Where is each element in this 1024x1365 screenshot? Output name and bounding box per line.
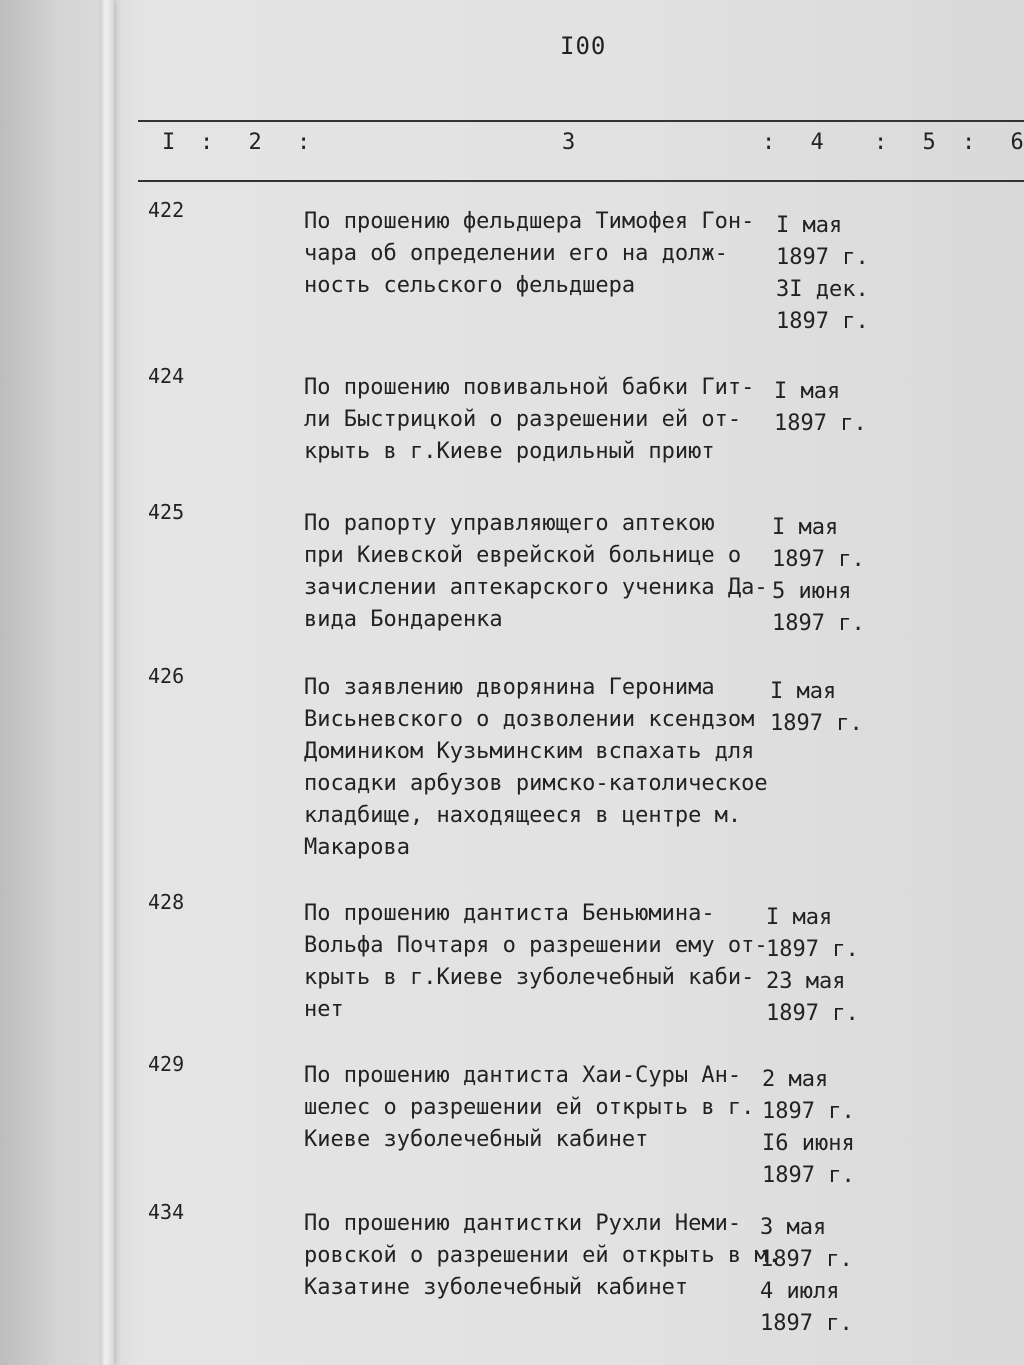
column-header-5: : 5 xyxy=(874,130,936,155)
entry-description: По прошению дантиста Хаи-Суры Ан- шелес о разрешении ей открыть в г. Киеве зуболечебный кабинет xyxy=(304,1063,755,1152)
entry-dates: I мая 1897 г. 5 июня 1897 г. xyxy=(772,515,865,636)
entry-description: По заявлению дворянина Геронима Висьневского о дозволении ксендзом Домиником Кузьминским вспахать для посадки арбузов римско-католическое кладбище, находящееся в центре м. Макарова xyxy=(304,675,768,860)
entry-number: 434 xyxy=(148,1200,185,1224)
header-rule-top xyxy=(138,120,1024,122)
entry-dates: I мая 1897 г. xyxy=(770,679,863,736)
column-header-6: : 6 xyxy=(962,130,1024,155)
entry-description: По прошению фельдшера Тимофея Гон- чара об определении его на долж- ность сельского фельдшера xyxy=(304,209,755,298)
entry-number: 428 xyxy=(148,890,185,914)
entry-dates: I мая 1897 г. 23 мая 1897 г. xyxy=(766,905,859,1026)
column-header-2: : 2 : xyxy=(200,130,311,155)
entry-description: По прошению дантистки Рухли Неми- ровской о разрешении ей открыть в м. Казатине зуболечебный кабинет xyxy=(304,1211,781,1300)
column-header-1: I xyxy=(162,130,176,155)
entry-number: 425 xyxy=(148,500,185,524)
entry-dates: 3 мая 1897 г. 4 июля 1897 г. xyxy=(760,1215,853,1336)
column-header-4: : 4 xyxy=(762,130,824,155)
entry-number: 426 xyxy=(148,664,185,688)
page-number: I00 xyxy=(560,32,607,60)
header-rule-bottom xyxy=(138,180,1024,182)
column-header-3: 3 xyxy=(562,130,576,155)
entry-dates: I мая 1897 г. 3I дек. 1897 г. xyxy=(776,213,869,334)
entry-description: По прошению дантиста Беньюмина- Вольфа Почтаря о разрешении ему от- крыть в г.Киеве зуболечебный каби- нет xyxy=(304,901,768,1022)
entry-number: 429 xyxy=(148,1052,185,1076)
entry-number: 422 xyxy=(148,198,185,222)
entry-dates: 2 мая 1897 г. I6 июня 1897 г. xyxy=(762,1067,855,1188)
entry-dates: I мая 1897 г. xyxy=(774,379,867,436)
entry-description: По рапорту управляющего аптекою при Киевской еврейской больнице о зачислении аптекарского ученика Да- вида Бондаренка xyxy=(304,511,768,632)
entry-description: По прошению повивальной бабки Гит- ли Быстрицкой о разрешении ей от- крыть в г.Киеве родильный приют xyxy=(304,375,755,464)
entry-number: 424 xyxy=(148,364,185,388)
book-binding xyxy=(100,0,114,1365)
